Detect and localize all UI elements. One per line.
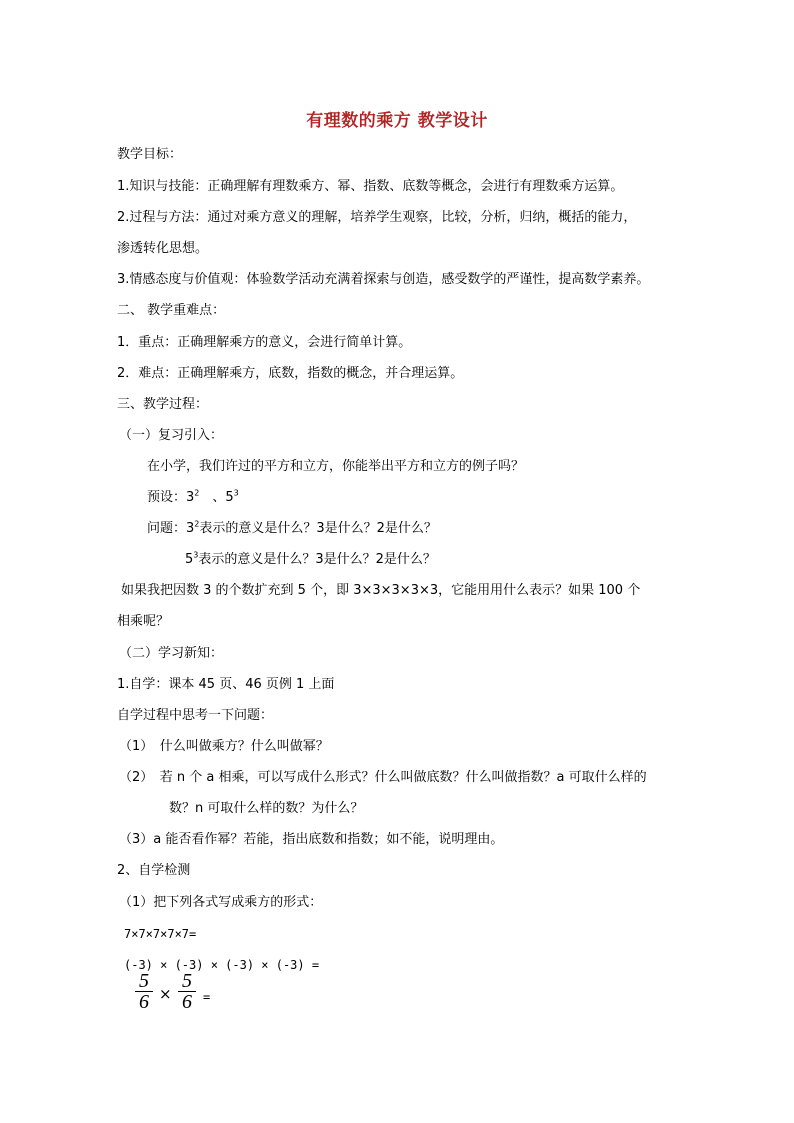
exercise-1: 7×7×7×7×7= <box>124 927 197 941</box>
preset-text: 预设：3 <box>147 490 195 505</box>
objective-process-cont: 渗透转化思想。 <box>117 241 209 256</box>
think-question-2-cont: 数？n 可取什么样的数？为什么？ <box>169 801 364 816</box>
extension-question: 如果我把因数 3 的个数扩充到 5 个，即 3×3×3×3×3，它能用用什么表示？如果 100 个 <box>121 583 641 598</box>
fraction-right <box>178 972 196 1011</box>
document-title: 有理数的乘方 教学设计 <box>306 111 488 131</box>
self-check-instruction: （1）把下列各式写成乘方的形式： <box>119 895 323 910</box>
objective-process: 2.过程与方法：通过对乘方意义的理解，培养学生观察，比较，分析，归纳，概括的能力， <box>117 210 637 225</box>
review-question: 在小学，我们许过的平方和立方，你能举出平方和立方的例子吗？ <box>147 459 525 474</box>
question-line-1 <box>147 520 437 538</box>
think-question-3: （3）a 能否看作幂？若能，指出底数和指数；如不能，说明理由。 <box>119 832 504 847</box>
objective-knowledge: 1.知识与技能：正确理解有理数乘方、幂、指数、底数等概念，会进行有理数乘方运算。 <box>117 179 624 194</box>
keypoint-difficulty: 2．难点：正确理解乘方，底数，指数的概念，并合理运算。 <box>117 366 464 381</box>
question-base: 5 <box>185 552 194 567</box>
objective-attitude: 3.情感态度与价值观：体验数学活动充满着探索与创造，感受数学的严谨性，提高数学素养。 <box>117 272 650 287</box>
self-study: 1.自学：课本 45 页、46 页例 1 上面 <box>117 677 335 692</box>
preset-text-2: 、5 <box>199 490 234 505</box>
subsection-new-knowledge: （二）学习新知： <box>119 646 224 661</box>
question-line-2 <box>185 551 436 569</box>
fraction-denominator: 6 <box>139 991 149 1013</box>
section-objectives-heading: 教学目标： <box>117 147 183 162</box>
think-question-1: （1） 什么叫做乘方？什么叫做幂？ <box>119 739 329 754</box>
exercise-2: (-3) × (-3) × (-3) × (-3) = <box>124 958 320 972</box>
keypoint-focus: 1．重点：正确理解乘方的意义，会进行简单计算。 <box>117 335 412 350</box>
exponent: 3 <box>193 550 199 560</box>
fraction-denominator: 6 <box>182 991 192 1013</box>
question-text-3: 表示的意义是什么？3是什么？2是什么？ <box>198 552 436 567</box>
section-process-heading: 三、教学过程： <box>117 397 209 412</box>
extension-question-cont: 相乘呢？ <box>117 614 170 629</box>
preset-line <box>147 489 239 507</box>
fraction-left <box>135 972 153 1011</box>
question-text-2: 表示的意义是什么？3是什么？2是什么？ <box>199 521 437 536</box>
question-text: 问题：3 <box>147 521 195 536</box>
self-study-prompt: 自学过程中思考一下问题： <box>117 708 274 723</box>
equals-sign: = <box>203 990 211 1004</box>
exponent: 3 <box>233 488 239 498</box>
exponent: 2 <box>194 488 200 498</box>
section-keypoints-heading: 二、 教学重难点： <box>117 303 226 318</box>
self-check-heading: 2、自学检测 <box>117 863 191 878</box>
times-sign: × <box>159 985 172 1003</box>
think-question-2: （2） 若 n 个 a 相乘，可以写成什么形式？什么叫做底数？什么叫做指数？a 可取什么样的 <box>119 770 647 785</box>
exponent: 2 <box>194 519 200 529</box>
fraction-numerator: 5 <box>182 970 192 992</box>
subsection-review: （一）复习引入： <box>119 428 224 443</box>
fraction-numerator: 5 <box>139 970 149 992</box>
